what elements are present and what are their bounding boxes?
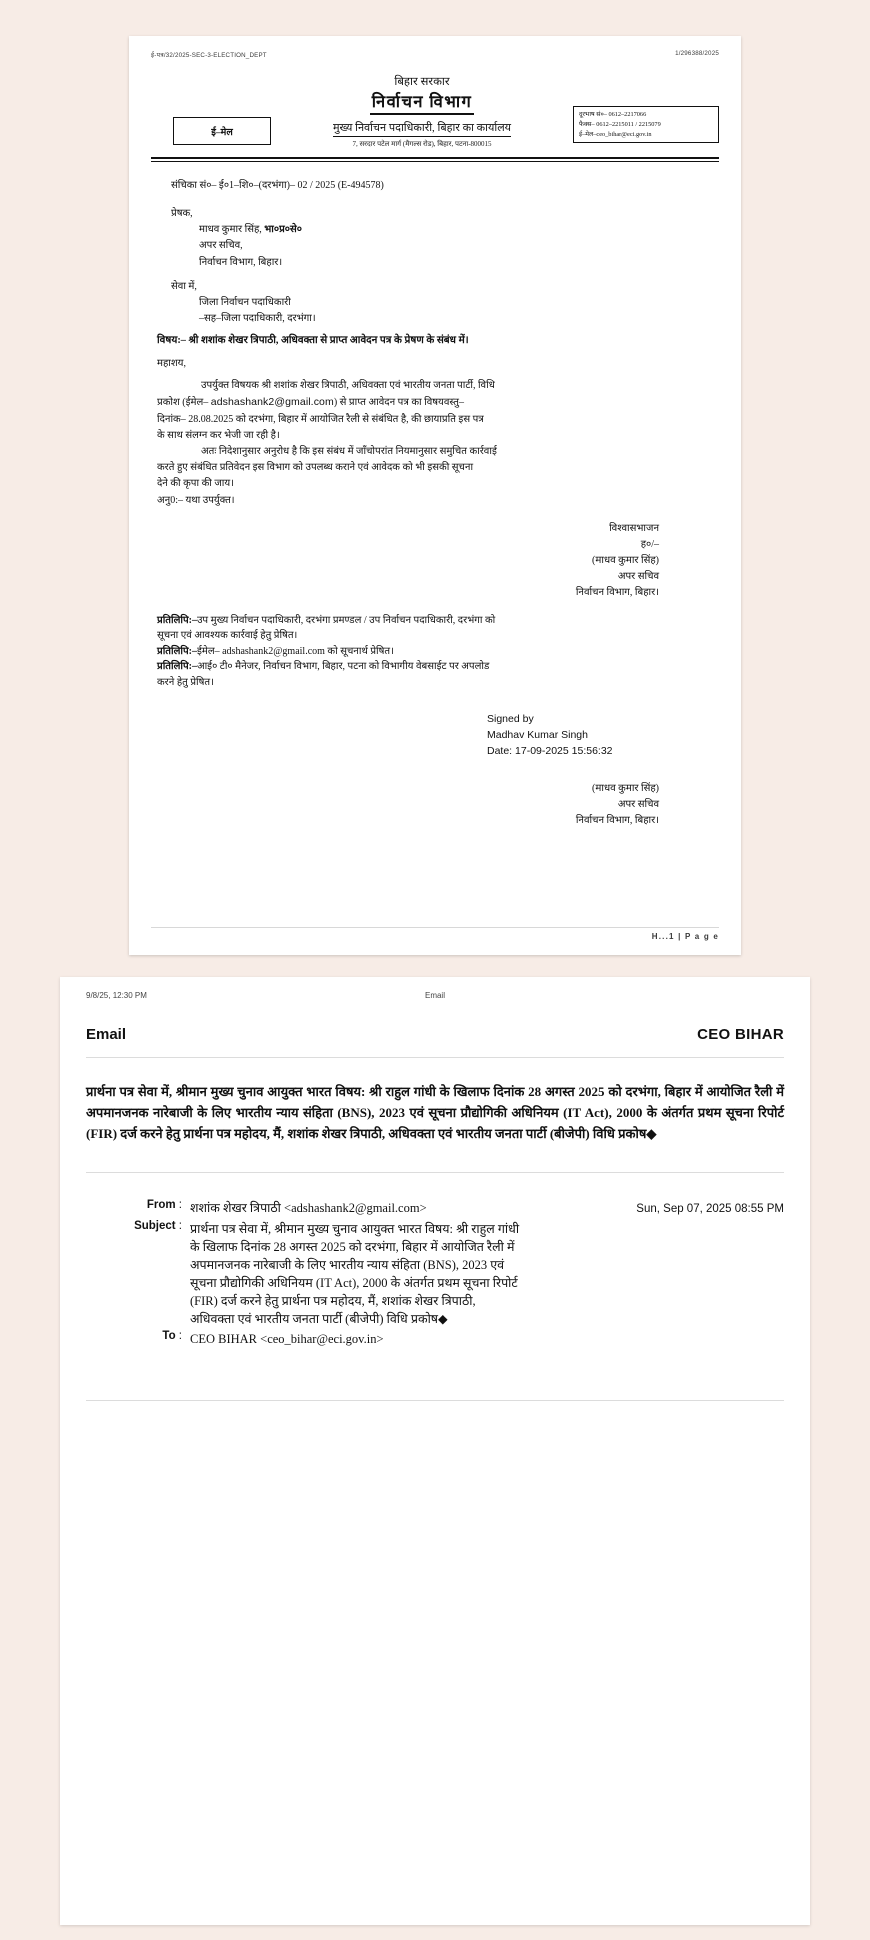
copy-to-2 (157, 644, 713, 660)
paragraph-1-prefix: प्रकोश (ईमेल– (157, 397, 211, 409)
letter-body (151, 162, 719, 830)
signatory-department: निर्वाचन विभाग, बिहार। (575, 586, 659, 598)
email-from-value: शशांक शेखर त्रिपाठी <adshashank2@gmail.com> (190, 1201, 427, 1216)
closing-signature-block (157, 781, 713, 829)
copy-to-2-text: ईमेल– adshashank2@gmail.com को सूचनार्थ प्रेषित। (196, 645, 394, 657)
office-name: मुख्य निर्वाचन पदाधिकारी, बिहार का कार्यालय (333, 121, 511, 137)
email-heading: Email (86, 1026, 127, 1043)
paragraph-1-line-1: उपर्युक्त विषयक श्री शशांक शेखर त्रिपाठी, अधिवक्ता एवं भारतीय जनता पार्टी, विधि (201, 380, 495, 392)
recipient-line-1: जिला निर्वाचन पदाधिकारी (199, 296, 291, 308)
sender-name-row (157, 222, 713, 238)
print-timestamp: 9/8/25, 12:30 PM (86, 991, 147, 1000)
enclosure-note: अनु0:– यथा उपर्युक्त। (157, 494, 235, 506)
closing-department: निर्वाचन विभाग, बिहार। (575, 815, 659, 827)
email-from-label: From : (146, 1199, 182, 1212)
email-date: Sun, Sep 07, 2025 08:55 PM (636, 1203, 784, 1216)
government-name: बिहार सरकार (394, 76, 450, 88)
closing-designation: अपर सचिव (617, 799, 659, 811)
sender-label: प्रेषक, (171, 208, 193, 220)
salutation: महाशय, (157, 358, 186, 370)
mailbox-owner: CEO BIHAR (697, 1026, 784, 1043)
subject-line: विषय:– श्री शशांक शेखर त्रिपाठी, अधिवक्ता से प्राप्त आवेदन पत्र के प्रेषण के संबंध में। (157, 335, 469, 347)
copy-to-3-cont: करने हेतु प्रेषित। (157, 676, 214, 688)
copy-to-1 (157, 613, 713, 629)
copy-to-1-cont: सूचना एवं आवश्यक कार्रवाई हेतु प्रेषित। (157, 630, 298, 642)
email-fields (120, 1199, 784, 1348)
recipient-line-2: –सह–जिला पदाधिकारी, दरभंगा। (199, 313, 316, 325)
signed-by-label: Signed by (487, 713, 534, 726)
email-body-divider (86, 1400, 784, 1401)
paragraph-2-line-3: देने की कृपा की जाय। (157, 478, 234, 490)
signature-mark: ह०/– (640, 538, 659, 550)
letterhead (151, 75, 719, 149)
email-title-divider (86, 1057, 784, 1058)
file-number: संचिका सं०– ई०1–शि०–(दरभंगा)– 02 / 2025 (E-494578) (171, 179, 384, 191)
email-title-row (86, 1026, 784, 1043)
phone-line: दूरभाष सं०– 0612–2217066 (579, 111, 647, 118)
paragraph-1-line-2 (157, 394, 713, 411)
paragraph-1-suffix: ) से प्राप्त आवेदन पत्र का विषयवस्तु– (333, 397, 464, 409)
sender-designation: अपर सचिव, (199, 240, 243, 252)
email-to-value: CEO BIHAR <ceo_bihar@eci.gov.in> (190, 1332, 384, 1347)
paragraph-1-line-4: के साथ संलग्न कर भेजी जा रही है। (157, 429, 280, 441)
closing-name: (माधव कुमार सिंह) (592, 783, 659, 795)
email-subject-label: Subject : (134, 1219, 182, 1232)
sender-name: माधव कुमार सिंह, (199, 224, 262, 236)
copy-to-3-label: प्रतिलिपि:– (157, 661, 197, 673)
applicant-email: adshashank2@gmail.com (210, 396, 334, 409)
email-print-page (60, 977, 810, 1925)
sender-department: निर्वाचन विभाग, बिहार। (199, 256, 283, 268)
email-from-row (120, 1199, 784, 1217)
footer-divider (151, 927, 719, 928)
signed-date: Date: 17-09-2025 15:56:32 (487, 744, 613, 757)
digital-signature-stamp (157, 712, 713, 759)
page1-footer (151, 927, 719, 941)
email-subject-value: प्रार्थना पत्र सेवा में, श्रीमान मुख्य चुनाव आयुक्त भारत विषय: श्री राहुल गांधी के खिलाफ दिनांक 28 अगस्त 2025 को दरभंगा, बिहार में आयोजित रैली में अपमानजनक नारेबाजी के लिए भारतीय न्याय संहिता (BNS), 2023 एवं सूचना प्रौद्योगिकी अधिनियम (IT Act), 2000 के अंतर्गत प्रथम सूचना रिपोर्ट (FIR) दर्ज करने हेतु प्रार्थना पत्र महोदय, मैं, शशांक शेखर त्रिपाठी, अधिवक्ता एवं भारतीय जनता पार्टी (बीजेपी) विधि प्रकोष◆ (190, 1221, 520, 1327)
file-reference-header: ई-पत्र/32/2025-SEC-3-ELECTION_DEPT (151, 51, 267, 60)
email-subject-row (120, 1220, 784, 1329)
yours-faithfully: विश्वासभाजन (609, 522, 659, 534)
copy-to-2-label: प्रतिलिपि:– (157, 645, 197, 657)
office-address: 7, सरदार पटेल मार्ग (मैगल्स रोड), बिहार, पटना-800015 (352, 140, 492, 149)
email-summary-text: प्रार्थना पत्र सेवा में, श्रीमान मुख्य चुनाव आयुक्त भारत विषय: श्री राहुल गांधी के खिलाफ दिनांक 28 अगस्त 2025 को दरभंगा, बिहार में आयोजित रैली में अपमानजनक नारेबाजी के लिए भारतीय न्याय संहिता (BNS), 2023 एवं सूचना प्रौद्योगिकी अधिनियम (IT Act), 2000 के अंतर्गत प्रथम सूचना रिपोर्ट (FIR) दर्ज करने हेतु प्रार्थना पत्र महोदय, मैं, शशांक शेखर त्रिपाठी, अधिवक्ता एवं भारतीय जनता पार्टी (बीजेपी) विधि प्रकोष◆ (86, 1084, 784, 1141)
email-to-row (120, 1330, 784, 1348)
copy-to-1-text: उप मुख्य निर्वाचन पदाधिकारी, दरभंगा प्रमण्डल / उप निर्वाचन पदाधिकारी, दरभंगा को (196, 614, 496, 626)
letter-page (129, 36, 741, 955)
copy-to-3 (157, 659, 713, 675)
recipient-label: सेवा में, (171, 280, 197, 292)
paragraph-1-line-3: दिनांक– 28.08.2025 को दरभंगा, बिहार में आयोजित रैली से संबंधित है, की छायाप्रति इस पत्र (157, 413, 484, 425)
page1-header-row (151, 50, 719, 59)
signatory-name: (माधव कुमार सिंह) (592, 554, 659, 566)
paragraph-2-line-2: करते हुए संबंधित प्रतिवेदन इस विभाग को उपलब्ध कराने एवं आवेदक को भी इसकी सूचना (157, 462, 474, 474)
paragraph-2-line-1: अतः निदेशानुसार अनुरोध है कि इस संबंध में जाँचोपरांत नियमानुसार समुचित कार्रवाई (201, 445, 497, 457)
print-page-title: Email (424, 991, 445, 1000)
page-number: H...1 | P a g e (651, 932, 719, 941)
sender-service: भा०प्र०से० (264, 224, 302, 236)
email-line: ई–मेल–ceo_bihar@eci.gov.in (579, 130, 652, 138)
contact-details-box (573, 106, 719, 143)
signature-block (157, 521, 713, 601)
page2-header (86, 991, 784, 1000)
email-summary-divider (86, 1172, 784, 1173)
copy-to-3-text: आई० टी० मैनेजर, निर्वाचन विभाग, बिहार, पटना को विभागीय वेबसाईट पर अपलोड (196, 661, 490, 673)
signed-by-name: Madhav Kumar Singh (487, 728, 588, 741)
department-name: निर्वाचन विभाग (370, 91, 474, 115)
email-to-label: To : (162, 1330, 182, 1343)
letterhead-center (271, 75, 573, 149)
dispatch-number-header: 1/296388/2025 (675, 50, 719, 57)
copy-to-1-label: प्रतिलिपि:– (157, 614, 197, 626)
fax-line: फैक्स– 0612–2215011 / 2215079 (579, 120, 661, 128)
signatory-designation: अपर सचिव (617, 570, 659, 582)
email-mode-box: ई–मेल (173, 117, 271, 145)
